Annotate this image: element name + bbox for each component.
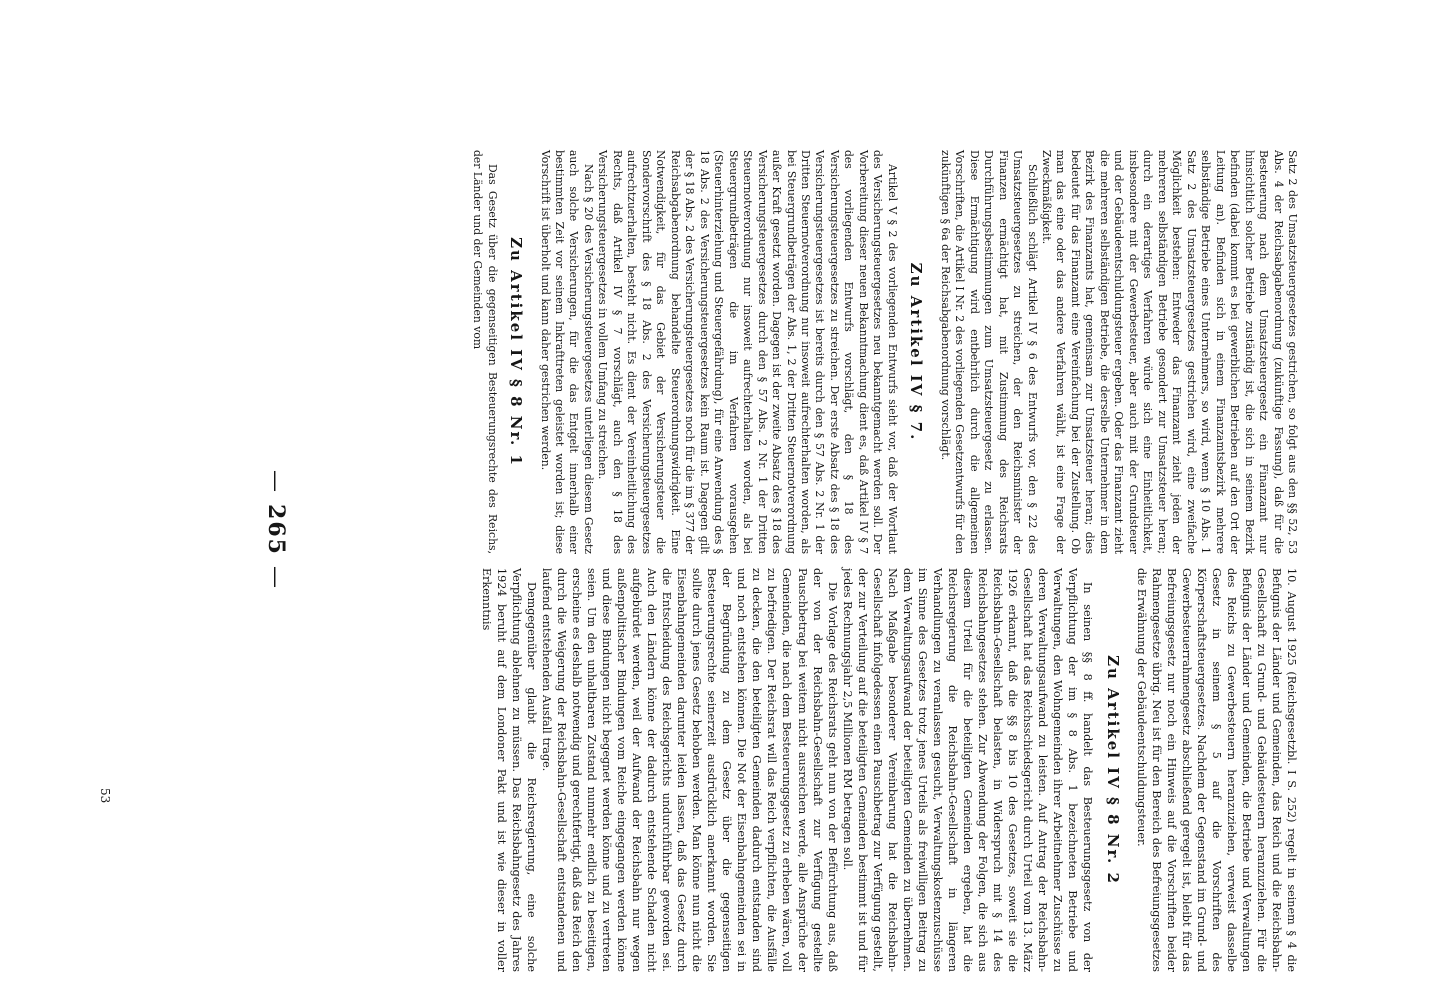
paragraph: Das Gesetz über die gegenseitigen Besteuerungsrechte des Reichs, der Länder und der Gemeinden vom: [471, 150, 499, 554]
paragraph: Die Vorlage des Reichsrats geht nun von der Befürchtung aus, daß der von der Reichsbahn-Gesellschaft zur Verfügung gestellte Pauschbetrag bei weitem nicht ausreichen werde, alle Ansprüche der Gemeinden, die nach dem Besteuerungsgesetz zu erheben wären, voll zu befriedigen. Der Reichsrat will das Reich verpflichten, die Ausfälle zu decken, die den beteiligten Gemeinden dadurch entstanden sind und noch entstehen können. Die Not der Eisenbahngemeinden sei in der Begründung zu dem Gesetz über die gegenseitigen Besteuerungsrechte seinerzeit ausdrücklich anerkannt worden. Sie sollte durch jenes Gesetz behoben werden. Man könne nun nicht die Eisenbahngemeinden darunter leiden lassen, daß das Gesetz durch die Entscheidung des Reichsgerichts undurchführbar geworden sei. Auch den Ländern könne der dadurch entstehende Schaden nicht aufgebürdet werden, weil der Aufwand der Reichsbahn nur wegen außenpolitischer Bindungen vom Reiche eingegangen werden könne und diese Bindungen nicht begegnet werden könne und zu vertreten seien. Um den unhaltbaren Zustand nunmehr endlich zu beseitigen, erscheine es deshalb notwendig und gerechtfertigt, daß das Reich den durch die Weigerung der Reichsbahn-Gesellschaft entstandenen und laufend entstehenden Ausfall trage.: [540, 568, 839, 972]
left-column: [479, 568, 1299, 972]
section-heading: Zu Artikel IV § 8 Nr. 2: [1103, 655, 1122, 885]
paragraph: Satz 2 des Umsatzsteuergesetzes gestrichen, so folgt aus den §§ 52, 53 Abs. 4 der Reichsabgabenordnung (zukünftige Fassung), daß für die Besteuerung nach dem Umsatzsteuergesetz ein Finanzamt nur hinsichtlich solcher Betriebe zuständig ist, die sich in seinem Bezirk befinden (dabei kommt es bei gewerblichen Betrieben auf den Ort der Leitung an). Befinden sich in einem Finanzamtsbezirk mehrere selbständige Betriebe eines Unternehmers, so wird, wenn § 10 Abs. 1 Satz 2 des Umsatzsteuergesetzes gestrichen wird, eine zweifache Möglichkeit bestehen: Entweder das Finanzamt zieht jeden der mehreren selbständigen Betriebe gesondert zur Umsatzsteuer heran; durch ein derartiges Verfahren würde sich eine Einheitlichkeit, insbesondere mit der Gewerbesteuer, aber auch mit der Grundsteuer und der Gebäudeentschuldungsteuer ergeben. Oder das Finanzamt zieht die mehreren selbständigen Betriebe, die derselbe Unternehmer in dem Bezirk des Finanzamts hat, gemeinsam zur Umsatzsteuer heran; dies bedeutet für das Finanzamt eine Vereinfachung bei der Zustellung. Ob man das eine oder das andere Verfahren wählt, ist eine Frage der Zweckmäßigkeit.: [1040, 150, 1299, 554]
page-number: —265—: [263, 470, 289, 590]
digitization-credit: [1418, 0, 1434, 1000]
paragraph: Schließlich schlägt Artikel IV § 6 des Entwurfs vor, den § 22 des Umsatzsteuergesetzes zu streichen, der den Reichsminister der Finanzen ermächtigt hat, mit Zustimmung des Reichsrats Durchführungsbestimmungen zum Umsatzsteuergesetz zu erlassen. Diese Ermächtigung wird entbehrlich durch die allgemeinen Vorschriften, die Artikel I Nr. 2 des vorliegenden Gesetzentwurfs für den zukünftigen § 6a der Reichsabgabenordnung vorschlägt.: [938, 150, 1039, 554]
paragraph: Artikel V § 2 des vorliegenden Entwurfs sieht vor, daß der Wortlaut des Versicherungsteuergesetzes neu bekanntgemacht werden soll. Der Vorbereitung dieser neuen Bekanntmachung dient es, daß Artikel IV § 7 des vorliegenden Entwurfs vorschlägt, den § 18 des Versicherungsteuergesetzes zu streichen. Der erste Absatz des § 18 des Versicherungsteuergesetzes ist bereits durch den § 57 Abs. 2 Nr. 1 der Dritten Steuernotverordnung nur insoweit aufrechterhalten worden, als bei Steuergrundbeträgen der Abs. 1, 2 der Dritten Steuernotverordnung außer Kraft gesetzt worden. Dagegen ist der zweite Absatz des § 18 des Versicherungsteuergesetzes durch den § 57 Abs. 2 Nr. 1 der Dritten Steuernotverordnung nur insoweit aufrechterhalten worden, als bei Steuergrundbeträgen die im Verfahren vorausgehen (Steuerhinterziehung und Steuergefährdung), für eine Anwendung des § 18 Abs. 2 des Versicherungsteuergesetzes kein Raum ist. Dagegen gilt der § 18 Abs. 2 des Versicherungsteuergesetzes noch für die im § 377 der Reichsabgabenordnung behandelte Steuerordnungswidrigkeit. Eine Notwendigkeit, für das Gebiet der Versicherungsteuer die Sondervorschrift des § 18 Abs. 2 des Versicherungsteuergesetzes aufrechtzuerhalten, besteht nicht. Es dient der Vereinheitlichung des Rechts, daß Artikel IV § 7 vorschlägt, auch den § 18 des Versicherungsteuergesetzes in vollem Umfang zu streichen.: [596, 150, 899, 554]
paragraph: Nach § 20 des Versicherungsteuergesetzes unterliegen diesem Gesetz auch solche Versicherungen, für die das Entgelt innerhalb einer bestimmten Zeit vor seinem Inkrafttreten geleistet worden ist; diese Vorschrift ist überholt und kann daher gestrichen werden.: [538, 150, 595, 554]
paragraph: 10. August 1925 (Reichsgesetzbl. I S. 252) regelt in seinem § 4 die Befugnis der Länder und Gemeinden, das Reich und die Reichsbahn-Gesellschaft zu Grund- und Gebäudesteuern heranzuziehen. Für die Befugnis der Länder und Gemeinden, die Betriebe und Verwaltungen des Reichs zu Gewerbesteuern heranzuziehen, verweist dasselbe Gesetz in seinem § 5 auf die Vorschriften des Körperschaftsteuergesetzes. Nachdem der Gegenstand im Grund- und Gewerbesteuerrahmengesetz abschließend geregelt ist, bleibt für das Befreiungsgesetz nur noch ein Hinweis auf die Vorschriften beider Rahmengesetze übrig. Neu ist für den Bereich des Befreiungsgesetzes die Erwähnung der Gebäudeentschuldungsteuer.: [1134, 568, 1298, 972]
section-heading: Zu Artikel IV § 7.: [907, 262, 926, 442]
page-number-value: 265: [263, 504, 289, 556]
paragraph: In seinen §§ 8 ff. handelt das Besteuerungsgesetz von der Verpflichtung der im § 8 Abs. 1 bezeichneten Betriebe und Verwaltungen, den Wohngemeinden ihrer Arbeitnehmer Zuschüsse zu deren Verwaltungsaufwand zu leisten. Auf Antrag der Reichsbahn-Gesellschaft hat das Reichsschiedsgericht durch Urteil vom 13. März 1926 erkannt, daß die §§ 8 bis 10 des Gesetzes, soweit sie die Reichsbahn-Gesellschaft belasten, in Widerspruch mit § 14 des Reichsbahngesetzes stehen. Zur Abwendung der Folgen, die sich aus diesem Urteil für die beteiligten Gemeinden ergeben, hat die Reichsregierung die Reichsbahn-Gesellschaft in längeren Verhandlungen zu veranlassen gesucht, Verwaltungskostenzuschüsse im Sinne des Gesetzes trotz jenes Urteils als freiwilligen Beitrag zu dem Verwaltungsaufwand der beteiligten Gemeinden zu übernehmen. Nach Maßgabe besonderer Vereinbarung hat die Reichsbahn-Gesellschaft infolgedessen einen Pauschbetrag zur Verfügung gestellt, der zur Verteilung auf die beteiligten Gemeinden bestimmt ist und für jedes Rechnungsjahr 2,5 Millionen RM betragen soll.: [840, 568, 1094, 972]
paragraph: Demgegenüber glaubt die Reichsregierung, eine solche Verpflichtung ablehnen zu müssen. Das Reichsbahngesetz des Jahres 1924 beruht auf dem Londoner Pakt und ist wie dieser in voller Erkenntnis: [480, 568, 539, 972]
section-heading: Zu Artikel IV § 8 Nr. 1: [507, 237, 526, 467]
right-column: [470, 150, 1299, 554]
footer-page-number: 53: [98, 788, 112, 804]
